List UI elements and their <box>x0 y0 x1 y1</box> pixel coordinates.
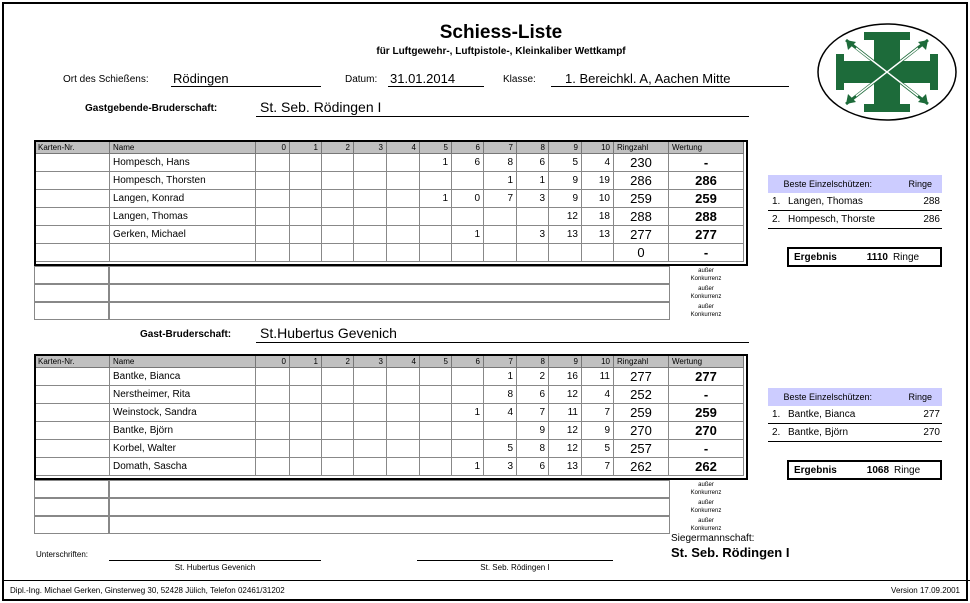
ringzahl-cell: 259 <box>614 190 669 208</box>
score-cell[interactable] <box>290 208 322 226</box>
score-cell[interactable] <box>452 440 484 458</box>
table-header-row <box>35 355 744 368</box>
datum-field[interactable]: 31.01.2014 <box>388 71 484 87</box>
column-header: 5 <box>420 355 452 368</box>
karten-nr-cell[interactable] <box>35 226 110 244</box>
guest-team-field[interactable]: St.Hubertus Gevenich <box>256 325 749 343</box>
shooter-name-cell[interactable] <box>110 244 256 262</box>
score-cell[interactable]: 9 <box>549 190 582 208</box>
score-cell[interactable] <box>290 226 322 244</box>
footer-version: Version 17.09.2001 <box>891 586 960 595</box>
table-row <box>35 244 744 262</box>
score-cell[interactable] <box>354 422 387 440</box>
host-team-field[interactable]: St. Seb. Rödingen I <box>256 99 749 117</box>
score-sheet <box>2 2 968 601</box>
column-header: 3 <box>354 355 387 368</box>
table-row <box>35 404 744 422</box>
score-cell[interactable] <box>420 458 452 476</box>
karten-nr-cell[interactable] <box>35 458 110 476</box>
score-cell[interactable] <box>290 440 322 458</box>
wertung-cell: 286 <box>669 172 744 190</box>
score-cell[interactable] <box>322 190 354 208</box>
host-ergebnis-box <box>787 247 942 267</box>
footer-divider <box>4 580 970 581</box>
score-cell[interactable] <box>420 404 452 422</box>
score-cell[interactable] <box>290 190 322 208</box>
score-cell[interactable] <box>420 226 452 244</box>
column-header: 7 <box>484 141 517 154</box>
column-header: 4 <box>387 141 420 154</box>
score-cell[interactable] <box>322 458 354 476</box>
shooter-name-cell[interactable]: Bantke, Björn <box>110 422 256 440</box>
wertung-cell: 288 <box>669 208 744 226</box>
ergebnis-label: Ergebnis <box>794 464 837 476</box>
score-cell[interactable] <box>354 458 387 476</box>
score-cell[interactable] <box>290 386 322 404</box>
extra-name-cell[interactable] <box>109 302 670 320</box>
score-cell[interactable] <box>354 386 387 404</box>
table-row <box>35 172 744 190</box>
wertung-cell: 270 <box>669 422 744 440</box>
score-cell[interactable]: 9 <box>582 422 614 440</box>
column-header: 1 <box>290 141 322 154</box>
score-cell[interactable] <box>322 404 354 422</box>
karten-nr-cell[interactable] <box>35 208 110 226</box>
score-cell[interactable] <box>322 386 354 404</box>
score-cell[interactable] <box>256 368 290 386</box>
score-cell[interactable]: 16 <box>549 368 582 386</box>
ringzahl-cell: 288 <box>614 208 669 226</box>
column-header: Wertung <box>669 355 744 368</box>
column-header: 0 <box>256 355 290 368</box>
score-cell[interactable] <box>256 386 290 404</box>
score-cell[interactable]: 7 <box>582 458 614 476</box>
score-cell[interactable]: 12 <box>549 208 582 226</box>
column-header: Ringzahl <box>614 141 669 154</box>
score-cell[interactable] <box>322 172 354 190</box>
ausser-konkurrenz-note: außer Konkurrenz <box>690 286 722 300</box>
column-header: 6 <box>452 141 484 154</box>
page-subtitle: für Luftgewehr-, Luftpistole-, Kleinkaliber Wettkampf <box>376 46 626 57</box>
score-cell[interactable]: 12 <box>549 386 582 404</box>
score-cell[interactable] <box>290 422 322 440</box>
score-cell[interactable] <box>387 368 420 386</box>
score-cell[interactable] <box>322 422 354 440</box>
score-cell[interactable] <box>290 244 322 262</box>
score-cell[interactable]: 0 <box>452 190 484 208</box>
score-cell[interactable]: 4 <box>582 154 614 172</box>
signature-caption-1: St. Hubertus Gevenich <box>174 563 256 572</box>
score-cell[interactable] <box>322 440 354 458</box>
karten-nr-cell[interactable] <box>35 404 110 422</box>
score-cell[interactable] <box>420 386 452 404</box>
score-cell[interactable] <box>354 226 387 244</box>
host-score-table <box>34 140 744 262</box>
score-cell[interactable] <box>354 190 387 208</box>
karten-nr-cell[interactable] <box>35 368 110 386</box>
score-cell[interactable]: 1 <box>420 154 452 172</box>
shooter-name-cell[interactable]: Hompesch, Hans <box>110 154 256 172</box>
column-header: 2 <box>322 141 354 154</box>
score-cell[interactable] <box>354 208 387 226</box>
column-header: 9 <box>549 141 582 154</box>
score-cell[interactable] <box>387 404 420 422</box>
host-best-shooters <box>768 175 942 229</box>
score-cell[interactable] <box>354 368 387 386</box>
page-title: Schiess-Liste <box>439 22 563 43</box>
score-cell[interactable]: 6 <box>452 154 484 172</box>
score-cell[interactable] <box>420 244 452 262</box>
best-row: 2. Hompesch, Thorste 286 <box>768 211 942 229</box>
score-cell[interactable] <box>387 458 420 476</box>
column-header: 0 <box>256 141 290 154</box>
score-cell[interactable]: 13 <box>549 226 582 244</box>
score-cell[interactable] <box>322 368 354 386</box>
karten-nr-cell[interactable] <box>35 386 110 404</box>
score-cell[interactable] <box>256 154 290 172</box>
table-row <box>35 458 744 476</box>
score-cell[interactable]: 4 <box>582 386 614 404</box>
score-cell[interactable]: 7 <box>484 190 517 208</box>
ausser-konkurrenz-note: außer Konkurrenz <box>690 304 722 318</box>
score-cell[interactable]: 6 <box>517 458 549 476</box>
column-header: 1 <box>290 355 322 368</box>
extra-karten-cell[interactable] <box>34 516 109 534</box>
extra-karten-cell[interactable] <box>34 284 109 302</box>
wertung-cell: 277 <box>669 368 744 386</box>
score-cell[interactable] <box>517 208 549 226</box>
wertung-cell: - <box>669 386 744 404</box>
score-cell[interactable] <box>452 386 484 404</box>
score-cell[interactable]: 8 <box>484 386 517 404</box>
table-row <box>35 154 744 172</box>
column-header: 2 <box>322 355 354 368</box>
score-cell[interactable] <box>387 440 420 458</box>
score-cell[interactable] <box>484 422 517 440</box>
score-cell[interactable] <box>387 154 420 172</box>
emblem-logo-icon <box>816 22 958 122</box>
score-cell[interactable] <box>256 172 290 190</box>
ringzahl-cell: 262 <box>614 458 669 476</box>
score-cell[interactable] <box>420 440 452 458</box>
karten-nr-cell[interactable] <box>35 244 110 262</box>
extra-karten-cell[interactable] <box>34 266 109 284</box>
guest-ergebnis-box <box>787 460 942 480</box>
ringzahl-cell: 0 <box>614 244 669 262</box>
best-row: 2. Bantke, Björn 270 <box>768 424 942 442</box>
score-cell[interactable] <box>290 404 322 422</box>
table-row <box>35 368 744 386</box>
score-cell[interactable]: 5 <box>582 440 614 458</box>
best-ringe-label: Ringe <box>908 392 932 402</box>
score-cell[interactable]: 6 <box>517 386 549 404</box>
extra-karten-cell[interactable] <box>34 302 109 320</box>
shooter-name-cell[interactable]: Korbel, Walter <box>110 440 256 458</box>
ergebnis-value: 1068 <box>866 464 890 476</box>
wertung-cell: - <box>669 244 744 262</box>
guest-score-table <box>34 354 744 476</box>
score-cell[interactable]: 1 <box>452 226 484 244</box>
sieger-label: Siegermannschaft: <box>671 533 755 544</box>
extra-karten-cell[interactable] <box>34 480 109 498</box>
wertung-cell: - <box>669 440 744 458</box>
score-cell[interactable] <box>256 190 290 208</box>
column-header: 3 <box>354 141 387 154</box>
extra-name-cell[interactable] <box>109 480 670 498</box>
score-cell[interactable]: 4 <box>484 404 517 422</box>
score-cell[interactable]: 5 <box>484 440 517 458</box>
ringzahl-cell: 230 <box>614 154 669 172</box>
score-cell[interactable] <box>387 422 420 440</box>
extra-name-cell[interactable] <box>109 498 670 516</box>
table-row <box>35 208 744 226</box>
column-header: 5 <box>420 141 452 154</box>
ringzahl-cell: 259 <box>614 404 669 422</box>
score-cell[interactable]: 13 <box>582 226 614 244</box>
score-cell[interactable] <box>517 244 549 262</box>
signature-line-1[interactable] <box>109 560 321 561</box>
score-cell[interactable]: 12 <box>549 422 582 440</box>
score-cell[interactable]: 7 <box>582 404 614 422</box>
wertung-cell: - <box>669 154 744 172</box>
score-cell[interactable] <box>420 208 452 226</box>
shooter-name-cell[interactable]: Langen, Thomas <box>110 208 256 226</box>
column-header: 8 <box>517 355 549 368</box>
klasse-label: Klasse: <box>503 74 536 85</box>
shooter-name-cell[interactable]: Weinstock, Sandra <box>110 404 256 422</box>
column-header: 10 <box>582 141 614 154</box>
column-header: 6 <box>452 355 484 368</box>
score-cell[interactable]: 1 <box>452 404 484 422</box>
karten-nr-cell[interactable] <box>35 190 110 208</box>
score-cell[interactable] <box>322 154 354 172</box>
score-cell[interactable] <box>256 226 290 244</box>
best-ringe-label: Ringe <box>908 179 932 189</box>
score-cell[interactable] <box>452 368 484 386</box>
guest-team-label: Gast-Bruderschaft: <box>140 329 232 340</box>
score-cell[interactable]: 8 <box>517 440 549 458</box>
score-cell[interactable]: 11 <box>549 404 582 422</box>
score-cell[interactable] <box>354 154 387 172</box>
score-cell[interactable]: 2 <box>517 368 549 386</box>
score-cell[interactable] <box>387 172 420 190</box>
score-cell[interactable] <box>322 208 354 226</box>
score-cell[interactable] <box>256 208 290 226</box>
score-cell[interactable] <box>290 172 322 190</box>
column-header: Karten-Nr. <box>35 141 110 154</box>
score-cell[interactable] <box>290 458 322 476</box>
score-cell[interactable] <box>420 368 452 386</box>
score-cell[interactable]: 1 <box>420 190 452 208</box>
ringzahl-cell: 257 <box>614 440 669 458</box>
score-cell[interactable]: 7 <box>517 404 549 422</box>
ringzahl-cell: 286 <box>614 172 669 190</box>
score-cell[interactable]: 8 <box>484 154 517 172</box>
column-header: 8 <box>517 141 549 154</box>
shooter-name-cell[interactable]: Langen, Konrad <box>110 190 256 208</box>
best-header-label: Beste Einzelschützen: <box>783 179 872 189</box>
score-cell[interactable] <box>387 208 420 226</box>
extra-name-cell[interactable] <box>109 516 670 534</box>
klasse-field[interactable]: 1. Bereichkl. A, Aachen Mitte <box>551 71 789 87</box>
karten-nr-cell[interactable] <box>35 172 110 190</box>
score-cell[interactable] <box>256 458 290 476</box>
score-cell[interactable]: 1 <box>484 172 517 190</box>
column-header: 4 <box>387 355 420 368</box>
score-cell[interactable] <box>484 244 517 262</box>
table-row <box>35 422 744 440</box>
shooter-name-cell[interactable]: Gerken, Michael <box>110 226 256 244</box>
datum-label: Datum: <box>345 74 378 85</box>
score-cell[interactable] <box>322 226 354 244</box>
karten-nr-cell[interactable] <box>35 154 110 172</box>
table-row <box>35 440 744 458</box>
score-cell[interactable] <box>452 244 484 262</box>
score-cell[interactable]: 9 <box>549 172 582 190</box>
signature-caption-2: St. Seb. Rödingen I <box>480 563 550 572</box>
unterschriften-label: Unterschriften: <box>36 550 89 559</box>
score-cell[interactable]: 18 <box>582 208 614 226</box>
column-header: 7 <box>484 355 517 368</box>
score-cell[interactable]: 1 <box>517 172 549 190</box>
ergebnis-unit: Ringe <box>894 464 921 476</box>
ergebnis-value: 1110 <box>866 251 888 263</box>
score-cell[interactable] <box>354 244 387 262</box>
extra-name-cell[interactable] <box>109 284 670 302</box>
karten-nr-cell[interactable] <box>35 440 110 458</box>
shooter-name-cell[interactable]: Domath, Sascha <box>110 458 256 476</box>
score-cell[interactable] <box>452 422 484 440</box>
score-cell[interactable] <box>256 404 290 422</box>
score-cell[interactable] <box>290 368 322 386</box>
table-header-row <box>35 141 744 154</box>
score-cell[interactable] <box>420 172 452 190</box>
ort-field[interactable]: Rödingen <box>171 71 321 87</box>
score-cell[interactable] <box>484 208 517 226</box>
score-cell[interactable] <box>549 244 582 262</box>
table-row <box>35 386 744 404</box>
ringzahl-cell: 277 <box>614 368 669 386</box>
ergebnis-label: Ergebnis <box>794 251 837 263</box>
karten-nr-cell[interactable] <box>35 422 110 440</box>
wertung-cell: 262 <box>669 458 744 476</box>
ausser-konkurrenz-note: außer Konkurrenz <box>690 518 722 532</box>
sieger-value: St. Seb. Rödingen I <box>671 545 790 560</box>
score-cell[interactable] <box>256 422 290 440</box>
signature-line-2[interactable] <box>417 560 613 561</box>
ausser-konkurrenz-note: außer Konkurrenz <box>690 268 722 282</box>
score-cell[interactable]: 3 <box>517 190 549 208</box>
score-cell[interactable]: 11 <box>582 368 614 386</box>
extra-karten-cell[interactable] <box>34 498 109 516</box>
extra-name-cell[interactable] <box>109 266 670 284</box>
score-cell[interactable]: 1 <box>452 458 484 476</box>
score-cell[interactable] <box>452 208 484 226</box>
ausser-konkurrenz-note: außer Konkurrenz <box>690 500 722 514</box>
score-cell[interactable] <box>452 172 484 190</box>
score-cell[interactable] <box>484 226 517 244</box>
footer-address: Dipl.-Ing. Michael Gerken, Ginsterweg 30, 52428 Jülich, Telefon 02461/31202 <box>10 586 285 595</box>
score-cell[interactable]: 19 <box>582 172 614 190</box>
score-cell[interactable] <box>387 226 420 244</box>
score-cell[interactable] <box>387 190 420 208</box>
ringzahl-cell: 270 <box>614 422 669 440</box>
column-header: Ringzahl <box>614 355 669 368</box>
score-cell[interactable]: 6 <box>517 154 549 172</box>
score-cell[interactable]: 1 <box>484 368 517 386</box>
score-cell[interactable]: 10 <box>582 190 614 208</box>
ort-label: Ort des Schießens: <box>63 74 149 85</box>
ringzahl-cell: 252 <box>614 386 669 404</box>
best-header-label: Beste Einzelschützen: <box>783 392 872 402</box>
score-cell[interactable] <box>256 440 290 458</box>
score-cell[interactable]: 12 <box>549 440 582 458</box>
host-team-label: Gastgebende-Bruderschaft: <box>85 103 218 114</box>
shooter-name-cell[interactable]: Hompesch, Thorsten <box>110 172 256 190</box>
score-cell[interactable]: 3 <box>517 226 549 244</box>
column-header: Wertung <box>669 141 744 154</box>
score-cell[interactable] <box>322 244 354 262</box>
wertung-cell: 259 <box>669 404 744 422</box>
ergebnis-unit: Ringe <box>892 251 920 263</box>
ringzahl-cell: 277 <box>614 226 669 244</box>
score-cell[interactable] <box>354 172 387 190</box>
column-header: 9 <box>549 355 582 368</box>
score-cell[interactable]: 9 <box>517 422 549 440</box>
column-header: Karten-Nr. <box>35 355 110 368</box>
score-cell[interactable] <box>387 244 420 262</box>
column-header: Name <box>110 141 256 154</box>
column-header: Name <box>110 355 256 368</box>
score-cell[interactable] <box>290 154 322 172</box>
guest-best-shooters <box>768 388 942 442</box>
table-row <box>35 190 744 208</box>
shooter-name-cell[interactable]: Nerstheimer, Rita <box>110 386 256 404</box>
column-header: 10 <box>582 355 614 368</box>
wertung-cell: 259 <box>669 190 744 208</box>
ausser-konkurrenz-note: außer Konkurrenz <box>690 482 722 496</box>
best-row: 1. Langen, Thomas 288 <box>768 193 942 211</box>
score-cell[interactable] <box>387 386 420 404</box>
wertung-cell: 277 <box>669 226 744 244</box>
score-cell[interactable] <box>582 244 614 262</box>
score-cell[interactable]: 13 <box>549 458 582 476</box>
score-cell[interactable] <box>354 404 387 422</box>
score-cell[interactable]: 3 <box>484 458 517 476</box>
shooter-name-cell[interactable]: Bantke, Bianca <box>110 368 256 386</box>
score-cell[interactable] <box>354 440 387 458</box>
score-cell[interactable] <box>256 244 290 262</box>
table-row <box>35 226 744 244</box>
best-row: 1. Bantke, Bianca 277 <box>768 406 942 424</box>
score-cell[interactable] <box>420 422 452 440</box>
score-cell[interactable]: 5 <box>549 154 582 172</box>
